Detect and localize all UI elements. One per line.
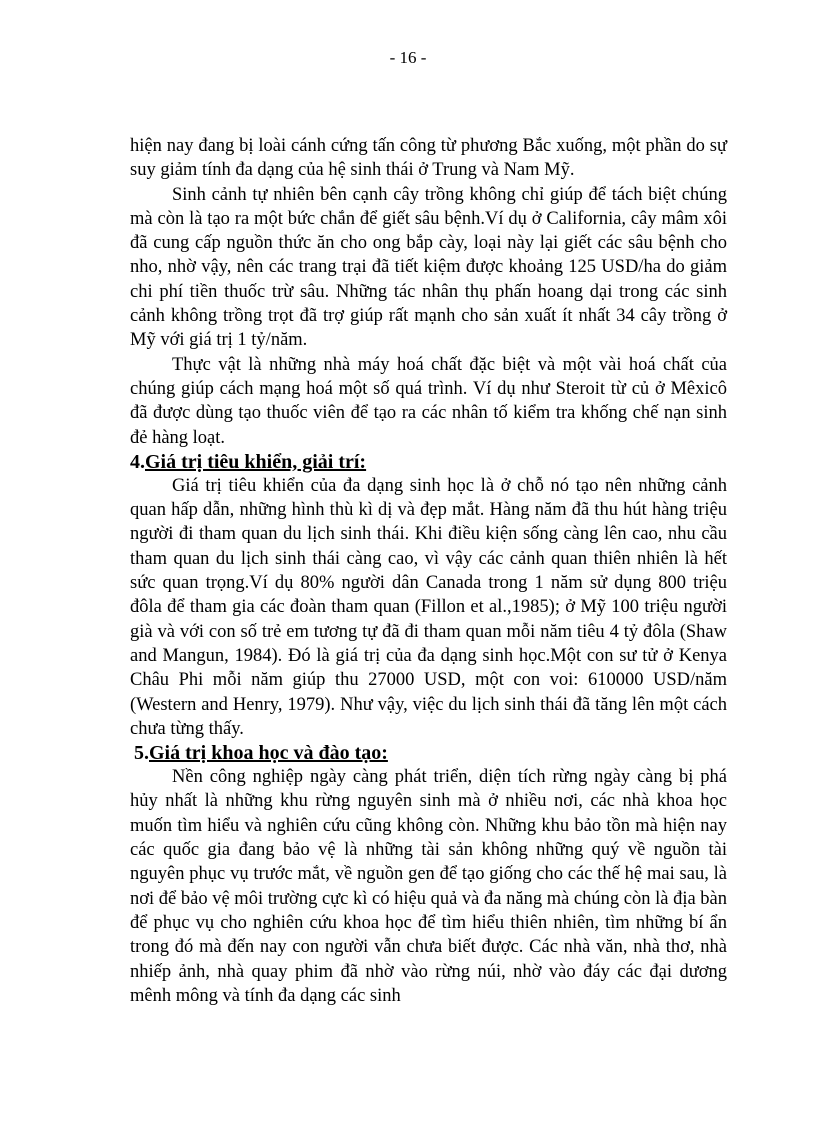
paragraph-intro-3: Thực vật là những nhà máy hoá chất đặc biệt và một vài hoá chất của chúng giúp cách mạng hoá một số quá trình. Ví dụ như Steroit từ củ ở Mêxicô đã được dùng tạo thuốc viên để tạo ra các nhân tố kiểm tra khống chế nạn sinh đẻ hàng loạt. — [130, 354, 727, 448]
paragraph-intro-1: hiện nay đang bị loài cánh cứng tấn công từ phương Bắc xuống, một phần do sự suy giảm tính đa dạng của hệ sinh thái ở Trung và Nam Mỹ. — [130, 136, 727, 181]
paragraph-intro-2: Sinh cảnh tự nhiên bên cạnh cây trồng không chỉ giúp để tách biệt chúng mà còn là tạo ra một bức chắn để giết sâu bệnh.Ví dụ ở California, cây mâm xôi đã cung cấp nguồn thức ăn cho ong bắp cày, loại này lại giết các sâu bệnh cho nho, nhờ vậy, nên các trang trại đã tiết kiệm được khoảng 125 USD/ha do giảm chi phí tiền thuốc trừ sâu. Những tác nhân thụ phấn hoang dại trong các sinh cảnh không trồng trọt đã trợ giúp rất mạnh cho sản xuất ít nhất 34 cây trồng ở Mỹ với giá trị 1 tỷ/năm. — [130, 184, 727, 351]
section-4-heading — [130, 450, 727, 474]
section-4-number: 4. — [130, 450, 145, 473]
section-4-title: Giá trị tiêu khiển, giải trí: — [145, 450, 367, 473]
section-5-heading — [130, 741, 727, 765]
section-5-title: Giá trị khoa học và đào tạo: — [149, 742, 388, 765]
section-5-body: Nền công nghiệp ngày càng phát triển, diện tích rừng ngày càng bị phá hủy nhất là những khu rừng nguyên sinh mà ở nhiều nơi, các nhà khoa học muốn tìm hiểu và nghiên cứu cũng không còn. Những khu bảo tồn mà hiện nay các quốc gia đang bảo vệ là những tài sản không những quý về nguồn tài nguyên phục vụ trước mắt, về nguồn gen để tạo giống cho các thế hệ mai sau, là nơi để bảo vệ môi trường cực kì có hiệu quả và đa năng mà chúng còn là địa bàn để phục vụ cho nghiên cứu khoa học để tìm hiểu thiên nhiên, tìm những bí ẩn trong đó mà đến nay con người vẫn chưa biết được. Các nhà văn, nhà thơ, nhà nhiếp ảnh, nhà quay phim đã nhờ vào rừng núi, nhờ vào đáy các đại dương mênh mông và tính đa dạng các sinh — [130, 767, 728, 1006]
page-content — [130, 134, 727, 1008]
page-number: - 16 - — [389, 48, 427, 67]
section-5-number: 5. — [134, 742, 149, 765]
section-4-body: Giá trị tiêu khiển của đa dạng sinh học là ở chỗ nó tạo nên những cảnh quan hấp dẫn, những hình thù kì dị và đẹp mắt. Hàng năm đã thu hút hàng triệu người đi tham quan du lịch sinh thái. Khi điều kiện sống càng lên cao, nhu cầu tham quan du lịch sinh thái càng cao, vì vậy các cảnh quan thiên nhiên là hết sức quan trọng.Ví dụ 80% người dân Canada trong 1 năm sử dụng 800 triệu đôla để tham gia các đoàn tham quan (Fillon et al.,1985); ở Mỹ 100 triệu người già và với con số trẻ em tương tự đã đi tham quan mỗi năm tiêu 4 tỷ đôla (Shaw and Mangun, 1984). Đó là giá trị của đa dạng sinh học.Một con sư tử ở Kenya Châu Phi mỗi năm giúp thu 27000 USD, một con voi: 610000 USD/năm (Western and Henry, 1979). Như vậy, việc du lịch sinh thái đã tăng lên một cách chưa từng thấy. — [130, 475, 727, 739]
